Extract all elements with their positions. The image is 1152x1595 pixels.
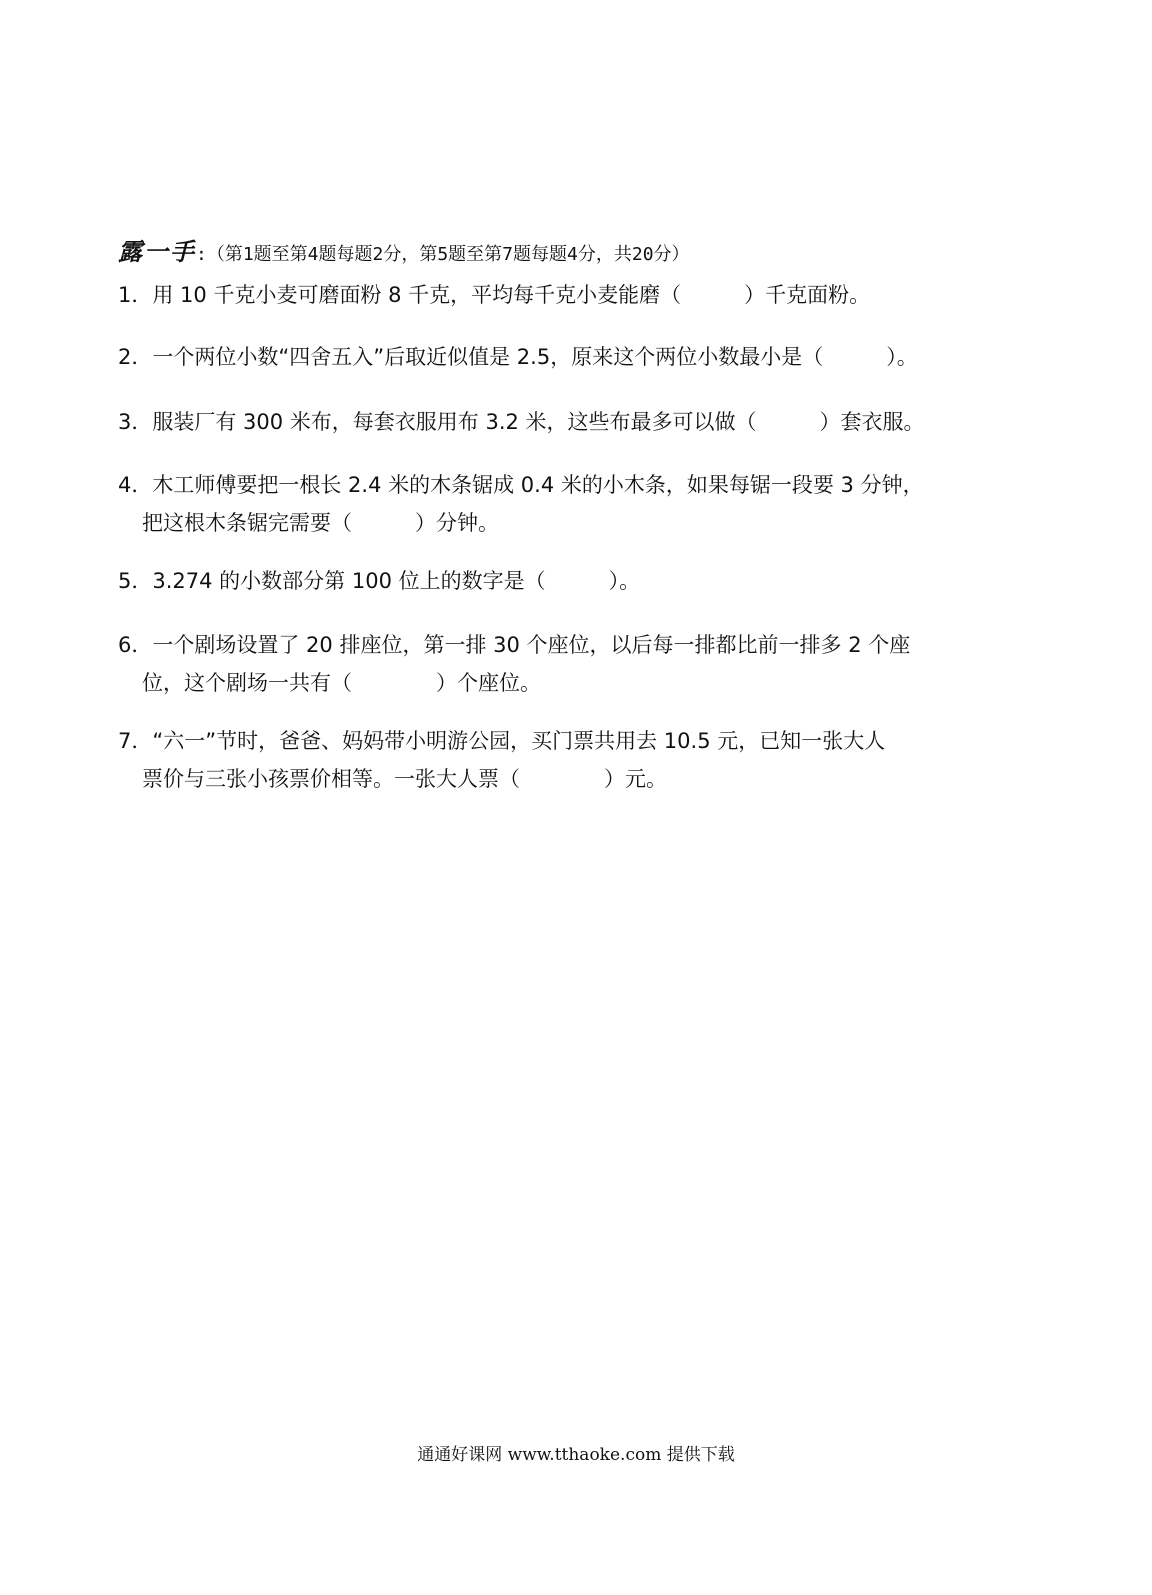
section-title: 露一手 (118, 237, 196, 266)
question-3 (118, 403, 1038, 441)
question-text: 木工师傅要把一根长 2.4 米的木条锯成 0.4 米的小木条，如果每锯一段要 3 分钟， (152, 473, 924, 497)
question-4 (118, 466, 1038, 542)
question-text: 用 10 千克小麦可磨面粉 8 千克，平均每千克小麦能磨（ ）千克面粉。 (152, 283, 871, 307)
footer-credit: 通通好课网 www.tthaoke.com 提供下载 (417, 1445, 735, 1465)
section-header (118, 232, 690, 267)
question-number: 3． (118, 410, 153, 434)
question-text-continued: 把这根木条锯完需要（ ）分钟。 (142, 511, 499, 535)
question-number: 7． (118, 729, 153, 753)
question-text: “六一”节时，爸爸、妈妈带小明游公园，买门票共用去 10.5 元，已知一张大人 (152, 729, 886, 753)
question-number: 4． (118, 473, 153, 497)
question-5 (118, 562, 1038, 600)
question-2 (118, 338, 1038, 376)
question-number: 5． (118, 569, 153, 593)
question-text-continued: 位，这个剧场一共有（ ）个座位。 (142, 671, 541, 695)
section-scoring-note: :（第1题至第4题每题2分，第5题至第7题每题4分，共20分） (196, 244, 690, 265)
question-text: 3.274 的小数部分第 100 位上的数字是（ ）。 (152, 569, 641, 593)
question-1 (118, 276, 1038, 314)
question-7 (118, 722, 1038, 798)
question-text-continued: 票价与三张小孩票价相等。一张大人票（ ）元。 (142, 767, 667, 791)
question-text: 一个两位小数“四舍五入”后取近似值是 2.5，原来这个两位小数最小是（ ）。 (152, 345, 918, 369)
question-number: 6． (118, 633, 153, 657)
question-text: 服装厂有 300 米布，每套衣服用布 3.2 米，这些布最多可以做（ ）套衣服。 (152, 410, 925, 434)
question-number: 2． (118, 345, 153, 369)
question-number: 1． (118, 283, 153, 307)
question-text: 一个剧场设置了 20 排座位，第一排 30 个座位，以后每一排都比前一排多 2 个座 (152, 633, 911, 657)
question-6 (118, 626, 1038, 702)
